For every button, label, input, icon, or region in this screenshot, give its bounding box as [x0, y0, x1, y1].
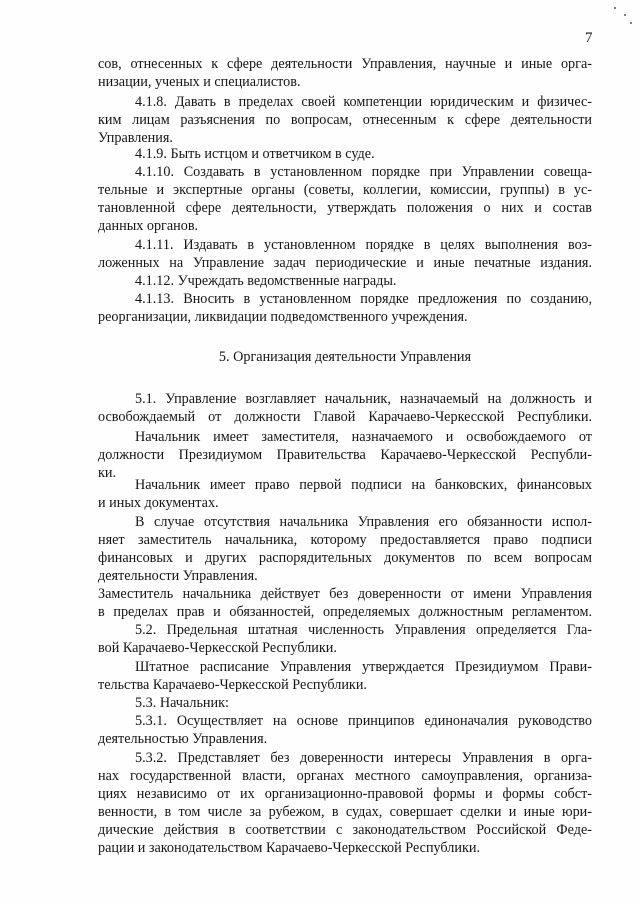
text-line: нах государственной власти, органах местного самоуправления, организа- — [98, 768, 592, 784]
text-line: Заместитель начальника действует без доверенности от имени Управления — [98, 586, 592, 602]
clause-4-1-8: 4.1.8. Давать в пределах своей компетенции юридическим и физичес- — [135, 94, 592, 110]
text-line: вой Карачаево-Черкесской Республики. — [98, 640, 337, 656]
text-line: в пределах прав и обязанностей, определяемых должностным регламентом. — [98, 604, 592, 620]
text-line: тельные и экспертные органы (советы, коллегии, комиссии, группы) в ус- — [98, 182, 592, 198]
text-line: должности Президиумом Правительства Карачаево-Черкесской Республи- — [98, 447, 592, 463]
page-number: 7 — [585, 30, 593, 46]
clause-4-1-10: 4.1.10. Создавать в установленном порядке при Управлении совеща- — [135, 164, 592, 180]
text-line: В случае отсутствия начальника Управления его обязанности испол- — [135, 514, 592, 530]
clause-5-3-1: 5.3.1. Осуществляет на основе принципов единоначалия руководство — [135, 713, 592, 729]
text-line: сов, отнесенных к сфере деятельности Управления, научные и иные орга- — [98, 56, 592, 72]
text-line: ложенных на Управление задач периодические и иные печатные издания. — [98, 255, 592, 271]
text-line: циях независимо от их организационно-правовой формы и формы собст- — [98, 786, 592, 802]
clause-4-1-11: 4.1.11. Издавать в установленном порядке в целях выполнения воз- — [135, 237, 592, 253]
text-line: освобождаемый от должности Главой Карачаево-Черкесской Республики. — [98, 409, 592, 425]
scan-speck-marks — [612, 4, 634, 28]
text-line: ки. — [98, 465, 117, 481]
text-line: Управления. — [98, 130, 173, 146]
clause-4-1-12: 4.1.12. Учреждать ведомственные награды. — [135, 273, 397, 289]
clause-4-1-9: 4.1.9. Быть истцом и ответчиком в суде. — [135, 146, 375, 162]
text-line: данных органов. — [98, 218, 199, 234]
text-line: финансовых и других распорядительных документов по всем вопросам — [98, 550, 592, 566]
text-line: Начальник имеет заместителя, назначаемого и освобождаемого от — [135, 429, 592, 445]
text-line: венности, в том числе за рубежом, в судах, совершает сделки и иные юри- — [98, 804, 592, 820]
text-line: дические действия в соответствии с законодательством Российской Феде- — [98, 822, 592, 838]
section-5-heading: 5. Организация деятельности Управления — [218, 349, 472, 365]
text-line: тановленной сфере деятельности, утверждать положения о них и состав — [98, 200, 592, 216]
text-line: тельства Карачаево-Черкесской Республики. — [98, 677, 367, 693]
text-line: рации и законодательством Карачаево-Черкесской Республики. — [98, 840, 481, 856]
text-line: низации, ученых и специалистов. — [98, 74, 301, 90]
clause-5-3: 5.3. Начальник: — [135, 695, 229, 711]
text-line: няет заместитель начальника, которому предоставляется право подписи — [98, 532, 592, 548]
clause-5-1: 5.1. Управление возглавляет начальник, назначаемый на должность и — [135, 391, 592, 407]
text-line: реорганизации, ликвидации подведомственного учреждения. — [98, 309, 468, 325]
clause-5-3-2: 5.3.2. Представляет без доверенности интересы Управления в орга- — [135, 750, 592, 766]
text-line: и иных документах. — [98, 495, 219, 511]
text-line: деятельности Управления. — [98, 568, 258, 584]
text-line: Штатное расписание Управления утверждается Президиумом Прави- — [135, 659, 592, 675]
clause-5-2: 5.2. Предельная штатная численность Управления определяется Гла- — [135, 622, 592, 638]
clause-4-1-13: 4.1.13. Вносить в установленном порядке предложения по созданию, — [135, 291, 592, 307]
text-line: деятельностью Управления. — [98, 731, 268, 747]
text-line: Начальник имеет право первой подписи на банковских, финансовых — [135, 477, 592, 493]
text-line: ким лицам разъяснения по вопросам, отнесенным к сфере деятельности — [98, 112, 592, 128]
